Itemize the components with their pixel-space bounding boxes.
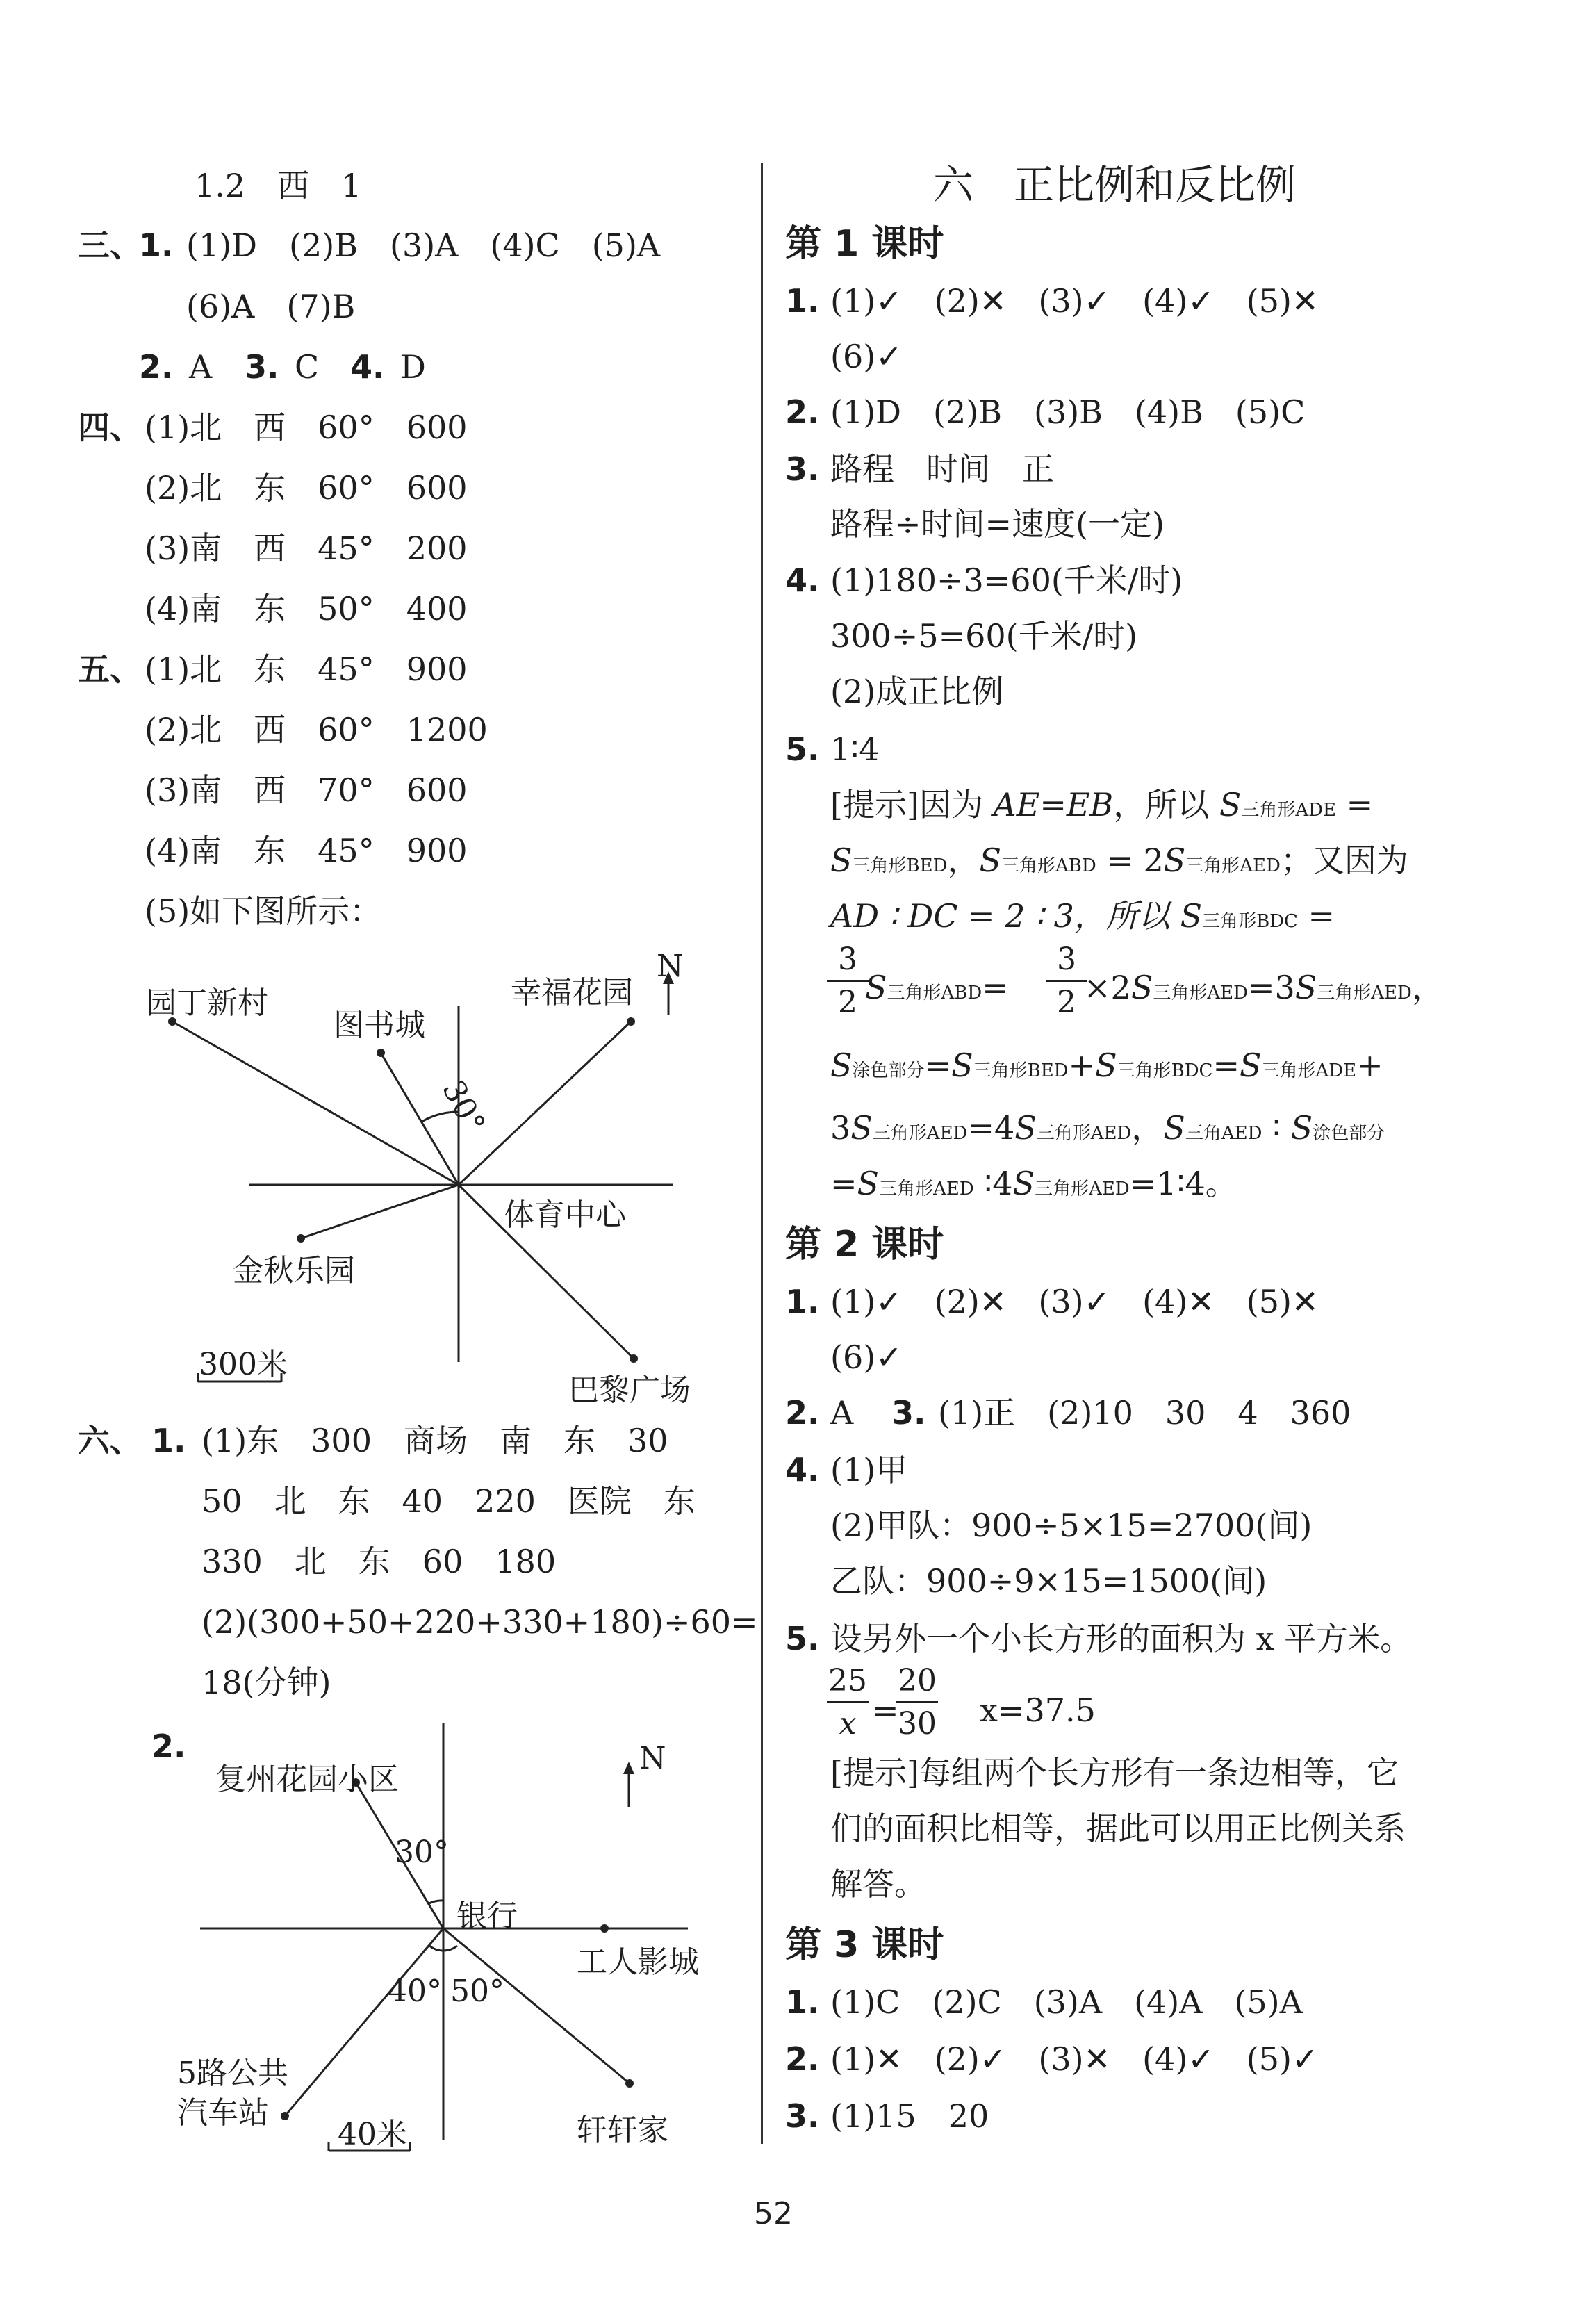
- angle-arc-30: [428, 1901, 443, 1904]
- answer-line: 1∶4: [830, 730, 880, 768]
- hint-line: [提示]因为 AE=EB，所以 S三角形ADE =: [830, 786, 1374, 823]
- equals-sign: =: [872, 1691, 899, 1729]
- answer-line: (1)甲: [830, 1451, 908, 1489]
- answer-line: 设另外一个小长方形的面积为 x 平方米。: [830, 1620, 1413, 1657]
- label-xuanxuan: 轩轩家: [577, 2113, 668, 2148]
- answer-line: (1)东 300 商场 南 东 30: [201, 1422, 668, 1459]
- answer-line: (1)✓ (2)✕ (3)✓ (4)✓ (5)✕: [830, 282, 1319, 320]
- hint-line: 解答。: [830, 1865, 926, 1903]
- hint-line: =S三角形AED ∶4S三角形AED=1∶4。: [830, 1165, 1237, 1202]
- question-number: 5.: [785, 1620, 820, 1657]
- point-bus: [281, 2112, 289, 2120]
- answer-line: (2)成正比例: [830, 673, 1004, 710]
- label-angle-30-2: 30°: [395, 1835, 449, 1870]
- label-yuanding: 园丁新村: [146, 985, 268, 1021]
- question-number: 2.: [785, 1394, 820, 1432]
- answer-line: (2)(300+50+220+330+180)÷60=: [201, 1603, 758, 1641]
- fraction-25-x: 25 x: [828, 1663, 867, 1741]
- answer-line: (4)南 东 45° 900: [145, 832, 468, 869]
- lesson-heading: 第 1 课时: [785, 223, 944, 265]
- section-marker: 六、: [78, 1422, 142, 1459]
- label-tiyu: 体育中心: [504, 1197, 626, 1233]
- question-number: 4.: [785, 561, 820, 599]
- question-number: 3.: [891, 1394, 926, 1432]
- answer-line: (1)✕ (2)✓ (3)✕ (4)✓ (5)✓: [830, 2040, 1319, 2078]
- label-jinqiu: 金秋乐园: [233, 1253, 355, 1288]
- label-angle-40: 40°: [388, 1974, 442, 2009]
- label-gongren: 工人影城: [577, 1944, 699, 1980]
- fraction-3-2: 3 2: [827, 942, 869, 1020]
- question-number: 5.: [785, 730, 820, 768]
- answer-line: D: [400, 348, 426, 386]
- answer-line: 路程 时间 正: [830, 450, 1054, 488]
- answer-line: (6)A (7)B: [186, 288, 356, 325]
- answer-line: (3)南 西 45° 200: [145, 530, 468, 567]
- fraction-20-30: 20 30: [898, 1663, 937, 1741]
- question-number: 2.: [151, 1728, 186, 1765]
- question-number: 3.: [785, 450, 820, 488]
- section-marker: 三、: [78, 227, 142, 264]
- answer-line: A: [830, 1394, 854, 1432]
- answer-line: 1.2 西 1: [195, 167, 362, 204]
- answer-line: (1)D (2)B (3)B (4)B (5)C: [830, 393, 1306, 431]
- hint-line: S三角形BED，S三角形ABD = 2S三角形AED；又因为: [830, 842, 1408, 879]
- question-number: 1.: [785, 1283, 820, 1320]
- answer-line: 乙队：900÷9×15=1500(间): [830, 1562, 1267, 1600]
- section-marker: 五、: [78, 650, 142, 688]
- question-number: 2.: [785, 393, 820, 431]
- page-number: 52: [754, 2196, 793, 2231]
- answer-line: 路程÷时间=速度(一定): [830, 505, 1165, 543]
- answer-line: (1)D (2)B (3)A (4)C (5)A: [186, 227, 661, 264]
- hint-line: AD ∶ DC = 2 ∶ 3，所以 S三角形BDC =: [830, 897, 1335, 935]
- question-number: 3.: [245, 348, 279, 386]
- answer-line: 330 北 东 60 180: [201, 1543, 557, 1580]
- answer-line: (1)北 东 45° 900: [145, 650, 468, 688]
- answer-line: (1)正 (2)10 30 4 360: [938, 1394, 1351, 1432]
- label-scale-300: 300米: [199, 1347, 288, 1382]
- answer-line: (6)✓: [830, 1338, 903, 1376]
- direction-map-2: [0, 0, 757, 2168]
- label-tushu: 图书城: [334, 1008, 425, 1043]
- north-arrow-head-2: [623, 1762, 634, 1774]
- hint-line: ×2S三角形AED=3S三角形AED，: [1084, 969, 1444, 1006]
- label-xingfu: 幸福花园: [511, 975, 633, 1010]
- hint-line: 3S三角形AED=4S三角形AED，S三角AED ∶ S涂色部分: [830, 1109, 1385, 1147]
- answer-line: (1)北 西 60° 600: [145, 409, 468, 446]
- section-marker: 四、: [78, 409, 142, 446]
- label-angle-50: 50°: [450, 1974, 504, 2009]
- lesson-heading: 第 3 课时: [785, 1924, 944, 1966]
- answer-line: (1)C (2)C (3)A (4)A (5)A: [830, 1983, 1303, 2021]
- question-number: 3.: [785, 2097, 820, 2135]
- label-bus-line1: 5路公共: [177, 2056, 288, 2091]
- label-bali: 巴黎广场: [568, 1372, 691, 1408]
- answer-line: (5)如下图所示：: [145, 892, 382, 930]
- fraction-3-2: 3 2: [1046, 942, 1087, 1020]
- hint-line: S涂色部分=S三角形BED+S三角形BDC=S三角形ADE+: [830, 1047, 1383, 1084]
- chapter-title: 六 正比例和反比例: [933, 161, 1297, 208]
- label-angle-30: 30°: [435, 1074, 492, 1140]
- hint-line: [提示]每组两个长方形有一条边相等，它: [830, 1754, 1399, 1792]
- label-fuzhou: 复州花园小区: [215, 1762, 399, 1797]
- lesson-heading: 第 2 课时: [785, 1224, 944, 1265]
- answer-line: (4)南 东 50° 400: [145, 590, 468, 628]
- answer-line: (1)180÷3=60(千米/时): [830, 561, 1183, 599]
- answer-line: A: [189, 348, 213, 386]
- label-yinhang: 银行: [456, 1899, 518, 1934]
- question-number: 2.: [139, 348, 174, 386]
- answer-line: (2)甲队：900÷5×15=2700(间): [830, 1507, 1313, 1544]
- answer-line: (2)北 西 60° 1200: [145, 711, 488, 748]
- answer-line: (2)北 东 60° 600: [145, 469, 468, 507]
- question-number: 1.: [151, 1422, 186, 1459]
- answer-line: C: [295, 348, 320, 386]
- question-number: 1.: [785, 282, 820, 320]
- answer-line: 300÷5=60(千米/时): [830, 617, 1138, 655]
- answer-line: (1)15 20: [830, 2097, 989, 2135]
- answer-line: 18(分钟): [201, 1664, 331, 1701]
- answer-line: (1)✓ (2)✕ (3)✓ (4)✕ (5)✕: [830, 1283, 1319, 1320]
- point-gongren: [600, 1924, 609, 1933]
- question-number: 2.: [785, 2040, 820, 2078]
- question-number: 1.: [139, 227, 174, 264]
- line-bus: [285, 1928, 443, 2116]
- label-scale-40: 40米: [338, 2117, 407, 2152]
- answer-line: (3)南 西 70° 600: [145, 771, 468, 809]
- north-label-2: N: [639, 1741, 666, 1776]
- question-number: 4.: [785, 1451, 820, 1489]
- point-xuanxuan: [625, 2079, 634, 2088]
- column-divider: [761, 163, 763, 2144]
- label-bus-line2: 汽车站: [177, 2095, 269, 2131]
- answer-line: (6)✓: [830, 338, 903, 375]
- hint-line: 们的面积比相等，据此可以用正比例关系: [830, 1810, 1406, 1847]
- answer-line: 50 北 东 40 220 医院 东: [201, 1482, 696, 1520]
- hint-line: S三角形ABD=: [865, 969, 1009, 1006]
- question-number: 1.: [785, 1983, 820, 2021]
- answer-line: x=37.5: [980, 1691, 1096, 1729]
- north-label: N: [657, 949, 684, 984]
- question-number: 4.: [350, 348, 385, 386]
